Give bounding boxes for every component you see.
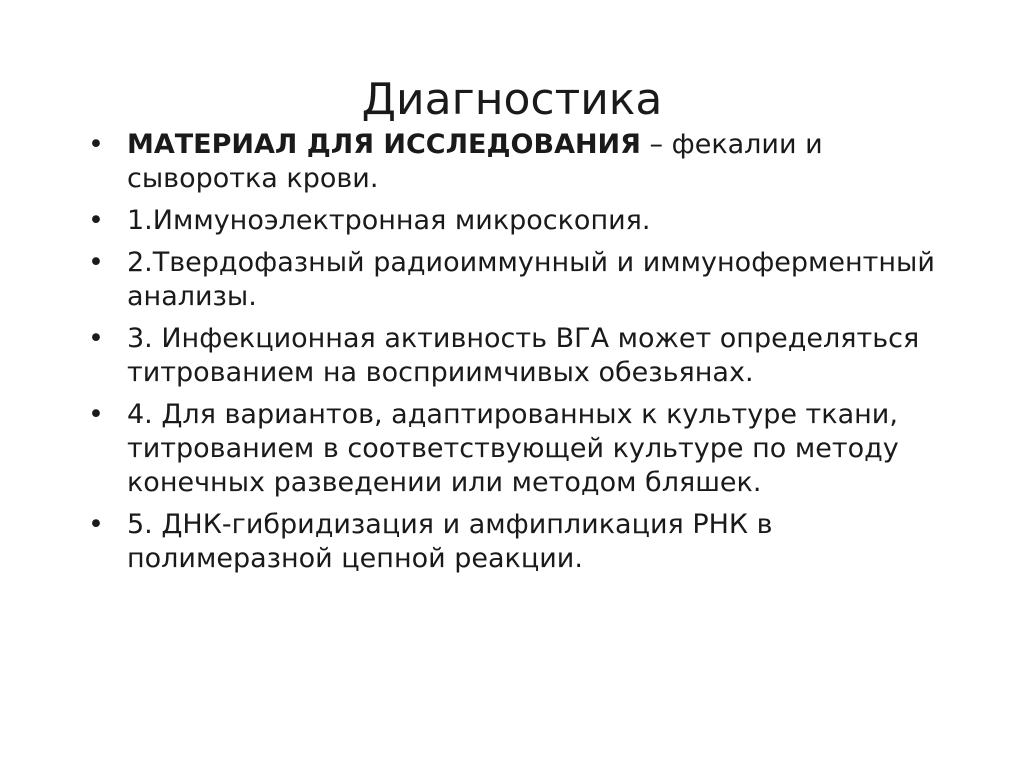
bullet-text: 5. ДНК-гибридизация и амфипликация РНК в полимеразной цепной реакции. [127,509,773,574]
bullet-item-5 [80,508,940,576]
bullet-icon: • [88,399,104,430]
bullet-icon: • [88,129,104,160]
bullet-text: 1.Иммуноэлектронная микроскопия. [127,205,651,236]
bullet-item-material [80,128,940,196]
bullet-item-3 [80,322,940,390]
bullet-icon: • [88,323,104,354]
bullet-icon: • [88,509,104,540]
bullet-text: 4. Для вариантов, адаптированных к культуре ткани, титрованием в соответствующей культуре по методу конечных разведении или методом бляшек. [127,399,899,498]
bullet-text: 3. Инфекционная активность ВГА может определяться титрованием на восприимчивых обезьянах. [127,323,920,388]
bullet-text: – фекалии и сыворотка крови. [127,129,823,194]
bullet-icon: • [88,205,104,236]
bullet-item-1 [80,204,940,238]
bullet-text: 2.Твердофазный радиоиммунный и иммуноферментный анализы. [127,247,935,312]
bullet-item-2 [80,246,940,314]
bullet-item-4 [80,398,940,500]
bullet-bold-label: МАТЕРИАЛ ДЛЯ ИССЛЕДОВАНИЯ [127,129,641,160]
bullet-icon: • [88,247,104,278]
bullet-list [80,128,940,584]
slide-title: Диагностика [361,74,663,126]
